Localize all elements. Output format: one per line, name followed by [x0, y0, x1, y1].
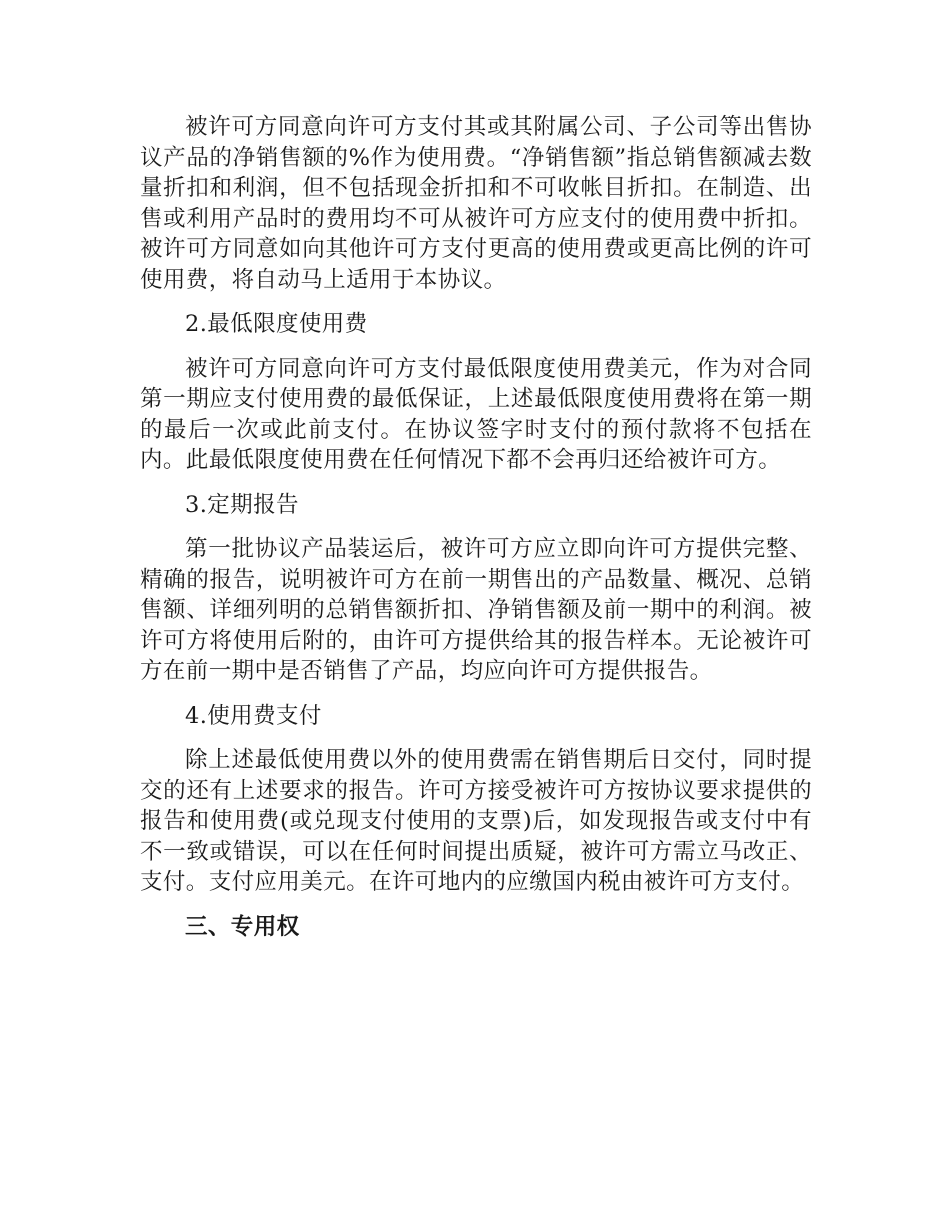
heading-minimum-royalty: 2.最低限度使用费 [185, 311, 368, 337]
section-title-exclusive-rights: 三、专用权 [185, 913, 300, 940]
paragraph-periodic-report: 第一批协议产品装运后，被许可方应立即向许可方提供完整、精确的报告，说明被许可方在前一期售出的产品数量、概况、总销售额、详细列明的总销售额折扣、净销售额及前一期中的利润。被许可方将使用后附的，由许可方提供给其的报告样本。无论被许可方在前一期中是否销售了产品，均应向许可方提供报告。 [140, 536, 812, 684]
document-page [140, 112, 812, 942]
heading-royalty-payment: 4.使用费支付 [185, 702, 322, 729]
paragraph-minimum-royalty: 被许可方同意向许可方支付最低限度使用费美元，作为对合同第一期应支付使用费的最低保证，上述最低限度使用费将在第一期的最后一次或此前支付。在协议签字时支付的预付款将不包括在内。此最低限度使用费在任何情况下都不会再归还给被许可方。 [140, 355, 812, 473]
paragraph-royalty: 被许可方同意向许可方支付其或其附属公司、子公司等出售协议产品的净销售额的%作为使用费。“净销售额”指总销售额减去数量折扣和利润，但不包括现金折扣和不可收帐目折扣。在制造、出售或利用产品时的费用均不可从被许可方应支付的使用费中折扣。被许可方同意如向其他许可方支付更高的使用费或更高比例的许可使用费，将自动马上适用于本协议。 [140, 114, 812, 293]
paragraph-royalty-payment: 除上述最低使用费以外的使用费需在销售期后日交付，同时提交的还有上述要求的报告。许可方接受被许可方按协议要求提供的报告和使用费(或兑现支付使用的支票)后，如发现报告或支付中有不一致或错误，可以在任何时间提出质疑，被许可方需立马改正、支付。支付应用美元。在许可地内的应缴国内税由被许可方支付。 [140, 747, 812, 895]
heading-periodic-report: 3.定期报告 [185, 491, 299, 518]
